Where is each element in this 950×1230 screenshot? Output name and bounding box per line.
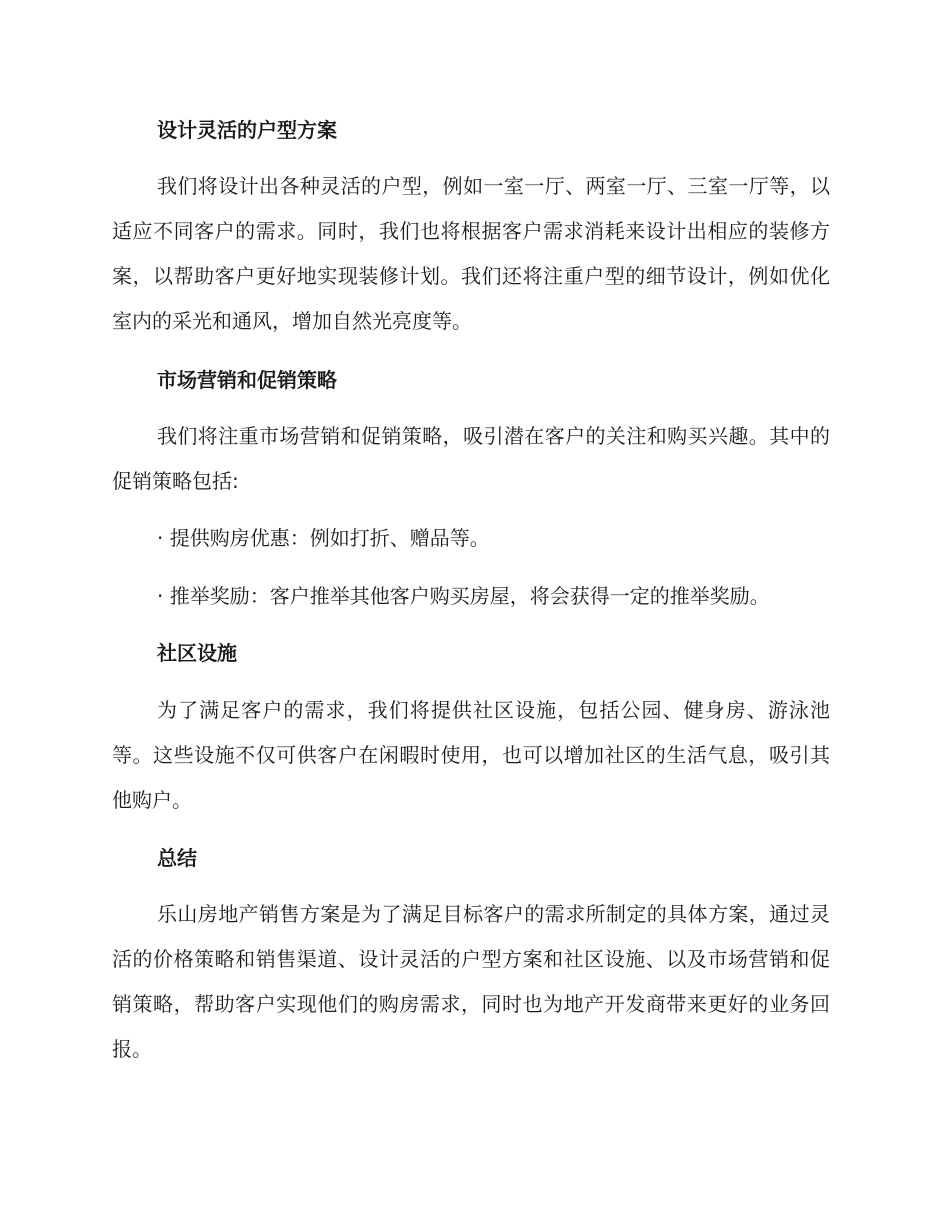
section-paragraph-community: 为了满足客户的需求，我们将提供社区设施，包括公园、健身房、游泳池等。这些设施不仅可供客户在闲暇时使用，也可以增加社区的生活气息，吸引其他购户。 [112,698,830,812]
section-heading-floor-plans: 设计灵活的户型方案 [157,118,337,142]
section-paragraph-floor-plans: 我们将设计出各种灵活的户型，例如一室一厅、两室一厅、三室一厅等，以适应不同客户的需求。同时，我们也将根据客户需求消耗来设计出相应的装修方案，以帮助客户更好地实现装修计划。我们还将注重户型的细节设计，例如优化室内的采光和通风，增加自然光亮度等。 [112,174,830,333]
section-paragraph-marketing: 我们将注重市场营销和促销策略，吸引潜在客户的关注和购买兴趣。其中的促销策略包括: [112,424,830,493]
section-heading-community: 社区设施 [157,641,237,665]
bullet-item-discount: · 提供购房优惠：例如打折、赠品等。 [157,526,490,550]
section-paragraph-summary: 乐山房地产销售方案是为了满足目标客户的需求所制定的具体方案，通过灵活的价格策略和销售渠道、设计灵活的户型方案和社区设施、以及市场营销和促销策略，帮助客户实现他们的购房需求，同时也为地产开发商带来更好的业务回报。 [112,902,830,1061]
section-heading-marketing: 市场营销和促销策略 [157,368,337,392]
bullet-item-referral: · 推举奖励：客户推举其他客户购买房屋，将会获得一定的推举奖励。 [157,584,770,608]
section-heading-summary: 总结 [157,846,197,870]
